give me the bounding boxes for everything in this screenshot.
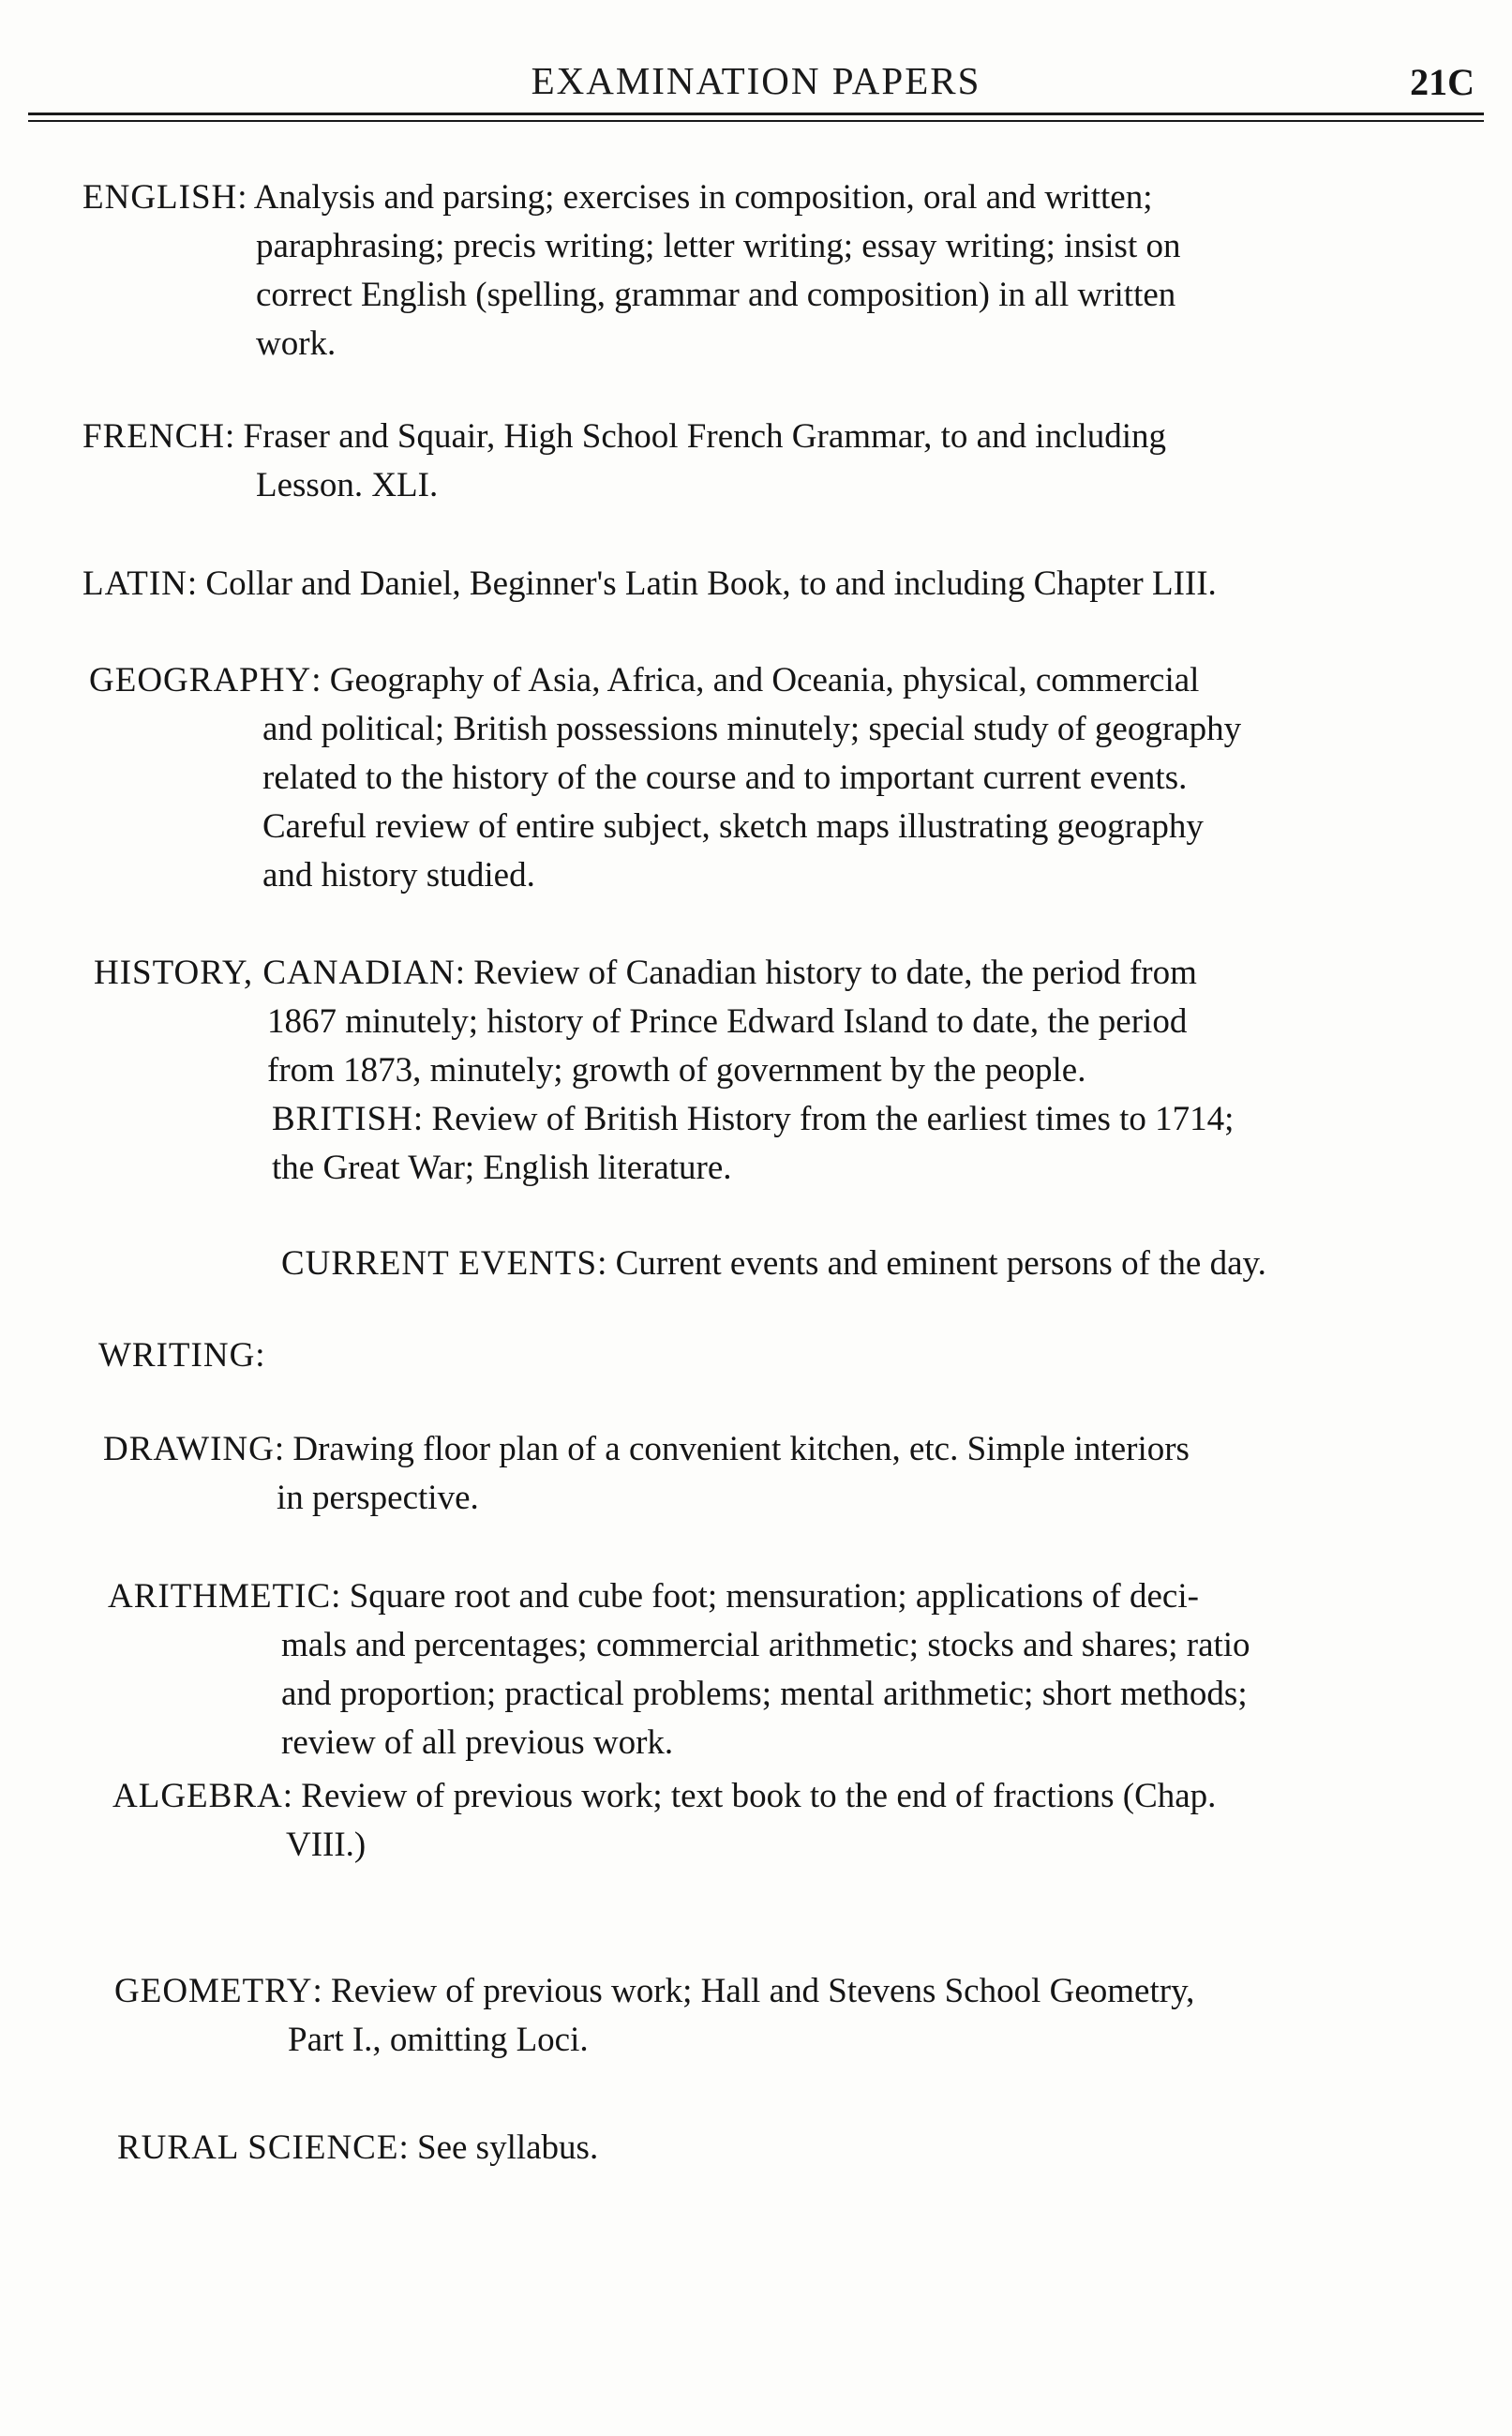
entry-line: correct English (spelling, grammar and composition) in all written [256, 276, 1176, 314]
entry-line: Square root and cube foot; mensuration; applications of deci- [349, 1577, 1199, 1616]
entry-line: related to the history of the course and to important current events. [262, 759, 1188, 797]
entry-line: Review of previous work; Hall and Stevens School Geometry, [331, 1972, 1195, 2010]
header-rule-top [28, 113, 1484, 115]
entry-line: Careful review of entire subject, sketch maps illustrating geography [262, 807, 1204, 846]
entry-line: and history studied. [262, 856, 535, 895]
entry-geometry: GEOMETRY: Review of previous work; Hall and Stevens School Geometry, Part I., omitting Loci. [114, 1967, 1512, 2065]
entry-line: from 1873, minutely; growth of government by the people. [267, 1051, 1086, 1090]
entry-history-british: BRITISH: Review of British History from the earliest times to 1714; the Great War; English literature. [272, 1095, 1512, 1193]
entry-heading: RURAL SCIENCE [117, 2128, 399, 2167]
entry-line: paraphrasing; precis writing; letter writing; essay writing; insist on [256, 227, 1181, 265]
entry-line: and political; British possessions minutely; special study of geography [262, 710, 1242, 748]
entry-line: Analysis and parsing; exercises in composition, oral and written; [253, 178, 1153, 217]
entry-heading: FRENCH [82, 417, 225, 456]
entry-heading: BRITISH [272, 1100, 413, 1138]
entry-history-canadian: HISTORY, CANADIAN: Review of Canadian history to date, the period from 1867 minutely; history of Prince Edward Island to date, the period from 1873, minutely; growth of government by the people. [94, 949, 1509, 1095]
entry-algebra: ALGEBRA: Review of previous work; text book to the end of fractions (Chap. VIII.) [112, 1772, 1512, 1870]
entry-line: in perspective. [277, 1479, 479, 1517]
entry-heading: ARITHMETIC [108, 1577, 332, 1616]
entry-line: 1867 minutely; history of Prince Edward Island to date, the period [267, 1002, 1188, 1041]
entry-latin: LATIN: Collar and Daniel, Beginner's Latin Book, to and including Chapter LIII. [82, 564, 1217, 603]
entry-heading: ALGEBRA [112, 1777, 283, 1815]
entry-line: review of all previous work. [281, 1723, 674, 1762]
header-rule-bottom [28, 120, 1484, 122]
running-title: EXAMINATION PAPERS [531, 59, 981, 102]
entry-heading: GEOGRAPHY [89, 661, 312, 699]
entry-line: work. [256, 324, 337, 363]
entry-heading: CURRENT EVENTS [281, 1244, 598, 1283]
entry-geography: GEOGRAPHY: Geography of Asia, Africa, and Oceania, physical, commercial and political; British possessions minutely; special study of geography related to the history of the course and to important current events. Careful review of entire subject, sketch maps illustrating geography and history studied. [89, 656, 1505, 900]
entry-heading: DRAWING [103, 1430, 275, 1468]
page-header [28, 54, 1484, 111]
entry-line: Review of Canadian history to date, the period from [473, 954, 1197, 992]
entry-line: Review of British History from the earliest times to 1714; [431, 1100, 1235, 1138]
entry-line: mals and percentages; commercial arithmetic; stocks and shares; ratio [281, 1626, 1250, 1664]
entry-line: See syllabus. [417, 2128, 599, 2167]
entry-arithmetic: ARITHMETIC: Square root and cube foot; mensuration; applications of deci- mals and percentages; commercial arithmetic; stocks and shares; ratio and proportion; practical problems; mental arithmetic; short methods; review of all previous work. [108, 1572, 1512, 1767]
page-number: 21C [1410, 61, 1475, 103]
entry-line: VIII.) [286, 1826, 367, 1864]
entry-line: Geography of Asia, Africa, and Oceania, physical, commercial [329, 661, 1200, 699]
entry-line: Lesson. XLI. [256, 466, 439, 504]
entry-french: FRENCH: Fraser and Squair, High School French Grammar, to and including Lesson. XLI. [82, 413, 1498, 510]
entry-writing: WRITING: [98, 1336, 265, 1375]
entry-line: Part I., omitting Loci. [288, 2021, 589, 2059]
entry-line: Drawing floor plan of a convenient kitchen, etc. Simple interiors [292, 1430, 1190, 1468]
entry-heading: LATIN [82, 564, 187, 603]
entry-line: Review of previous work; text book to the end of fractions (Chap. [301, 1777, 1217, 1815]
entry-line: Current events and eminent persons of the day. [615, 1244, 1266, 1283]
entry-heading: ENGLISH [82, 178, 238, 217]
entry-heading: HISTORY, CANADIAN [94, 954, 456, 992]
entry-line: Fraser and Squair, High School French Grammar, to and including [243, 417, 1167, 456]
entry-english: ENGLISH: Analysis and parsing; exercises in composition, oral and written; paraphrasing; precis writing; letter writing; essay writing; insist on correct English (spelling, grammar and composition) in all written work. [82, 173, 1498, 368]
entry-heading: GEOMETRY [114, 1972, 313, 2010]
entry-rural-science: RURAL SCIENCE: See syllabus. [117, 2128, 599, 2167]
entry-drawing: DRAWING: Drawing floor plan of a convenient kitchen, etc. Simple interiors in perspective. [103, 1425, 1512, 1523]
entry-heading: WRITING [98, 1336, 256, 1375]
entry-line: Collar and Daniel, Beginner's Latin Book, to and including Chapter LIII. [205, 564, 1217, 603]
entry-line: the Great War; English literature. [272, 1149, 732, 1187]
entry-current-events: CURRENT EVENTS: Current events and eminent persons of the day. [281, 1244, 1266, 1283]
entry-line: and proportion; practical problems; mental arithmetic; short methods; [281, 1675, 1248, 1713]
